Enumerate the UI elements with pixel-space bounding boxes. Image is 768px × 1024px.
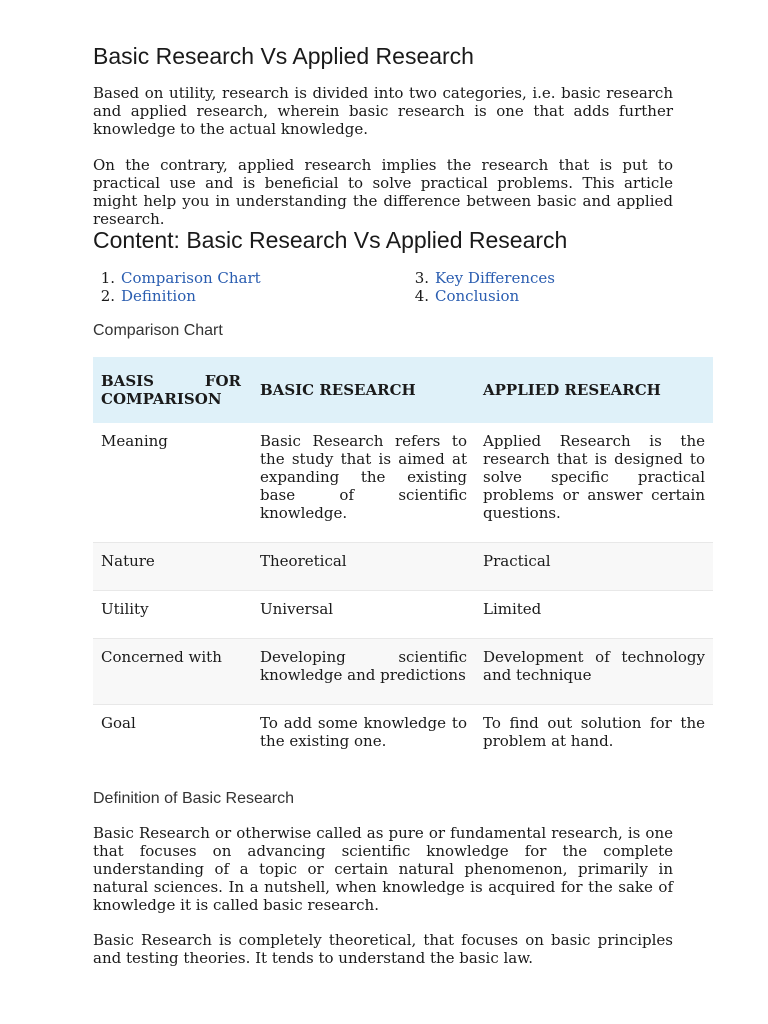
table-cell: Applied Research is the research that is designed to solve specific practical problems or answer certain questions. <box>483 432 705 522</box>
table-cell: Practical <box>475 542 713 590</box>
toc-link-key-differences[interactable]: Key Differences <box>435 269 555 287</box>
toc-item-definition[interactable] <box>93 287 196 305</box>
table-cell: Universal <box>252 590 475 638</box>
definition-text-2: Basic Research is completely theoretical, that focuses on basic principles and testing theories. It tends to understand the basic law. <box>93 931 673 967</box>
toc-item-conclusion[interactable] <box>407 287 519 305</box>
intro-text-1: Based on utility, research is divided into two categories, i.e. basic research and applied research, wherein basic research is one that adds further knowledge to the actual knowledge. <box>93 84 673 138</box>
comparison-table <box>93 357 713 770</box>
table-cell: Meaning <box>101 432 168 450</box>
definition-paragraph-2 <box>93 931 673 967</box>
content-heading: Content: Basic Research Vs Applied Research <box>93 227 568 253</box>
toc-item-key-differences[interactable] <box>407 269 555 287</box>
table-cell: Concerned with <box>93 638 252 704</box>
table-cell: Basic Research refers to the study that is aimed at expanding the existing base of scientific knowledge. <box>260 432 467 522</box>
header-basis <box>93 357 252 423</box>
table-cell: Goal <box>93 704 252 770</box>
toc-number: 4. <box>414 287 429 305</box>
table-cell: Developing scientific knowledge and predictions <box>252 638 475 704</box>
toc-link-definition[interactable]: Definition <box>121 287 196 305</box>
table-cell: Limited <box>475 590 713 638</box>
definition-paragraph-1 <box>93 824 673 914</box>
definition-text-1: Basic Research or otherwise called as pure or fundamental research, is one that focuses on advancing scientific knowledge for the complete understanding of a topic or certain natural phenomenon, primarily in natural sciences. In a nutshell, when knowledge is acquired for the sake of knowledge it is called basic research. <box>93 824 673 914</box>
table-row <box>93 423 713 542</box>
table-header-row <box>93 357 713 423</box>
toc-item-comparison-chart[interactable] <box>93 269 261 287</box>
header-applied-research: APPLIED RESEARCH <box>475 357 713 423</box>
intro-text-2: On the contrary, applied research implies the research that is put to practical use and is beneficial to solve practical problems. This article might help you in understanding the difference between basic and applied research. <box>93 156 673 228</box>
table-cell: Utility <box>93 590 252 638</box>
table-cell: To add some knowledge to the existing one. <box>252 704 475 770</box>
toc-link-comparison-chart[interactable]: Comparison Chart <box>121 269 261 287</box>
toc-number: 1. <box>100 269 115 287</box>
table-row <box>93 638 713 704</box>
intro-paragraph-1 <box>93 84 673 138</box>
table-row <box>93 704 713 770</box>
page-title: Basic Research Vs Applied Research <box>93 43 474 69</box>
header-basis-text: BASIS FOR COMPARISON <box>101 372 241 408</box>
definition-heading: Definition of Basic Research <box>93 790 294 807</box>
table-cell: Development of technology and technique <box>475 638 713 704</box>
table-cell: To find out solution for the problem at hand. <box>475 704 713 770</box>
table-row <box>93 542 713 590</box>
toc-number: 2. <box>100 287 115 305</box>
intro-paragraph-2 <box>93 156 673 228</box>
table-row <box>93 590 713 638</box>
toc-number: 3. <box>414 269 429 287</box>
header-basic-research: BASIC RESEARCH <box>252 357 475 423</box>
comparison-chart-heading: Comparison Chart <box>93 322 223 339</box>
table-cell: Theoretical <box>252 542 475 590</box>
toc-link-conclusion[interactable]: Conclusion <box>435 287 520 305</box>
table-cell: Nature <box>93 542 252 590</box>
